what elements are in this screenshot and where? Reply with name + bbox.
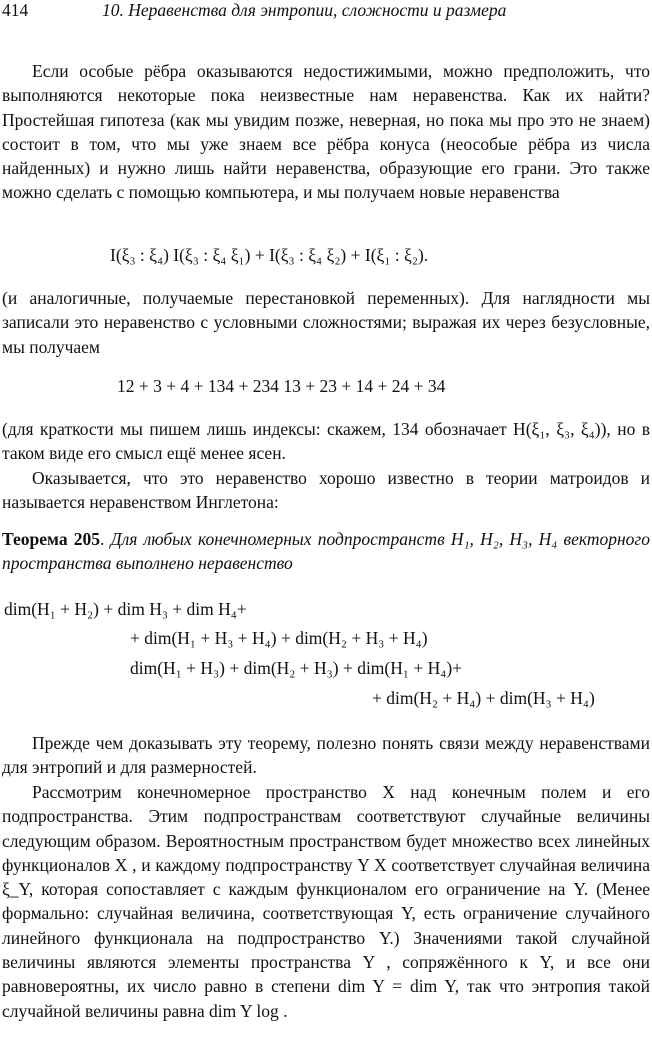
running-title: 10. Неравенства для энтропии, сложности и размера <box>102 0 507 20</box>
paragraph-5 <box>2 731 650 780</box>
ingleton-line-1: dim(H₁ + H₂) + dim H₃ + dim H₄+ <box>4 599 247 619</box>
theorem-body: Для любых конечномерных подпространств H₁, H₂, H₃, H₄ векторного пространства выполнено неравенство <box>2 529 650 574</box>
paragraph-text: Оказывается, что это неравенство хорошо известно в теории матроидов и называется неравенством Инглетона: <box>2 468 650 513</box>
ingleton-line-4: + dim(H₂ + H₄) + dim(H₃ + H₄) <box>372 688 595 708</box>
paragraph-text: (и аналогичные, получаемые перестановкой переменных). Для наглядности мы записали это неравенство с условными сложностями; выражая их через безусловные, мы получаем <box>2 288 650 357</box>
ingleton-line-2: + dim(H₁ + H₃ + H₄) + dim(H₂ + H₃ + H₄) <box>130 628 428 648</box>
paragraph-6 <box>2 780 650 1023</box>
paragraph-text: (для краткости мы пишем лишь индексы: скажем, 134 обозначает H(ξ₁, ξ₃, ξ₄)), но в таком виде его смысл ещё менее ясен. <box>2 419 650 464</box>
paragraph-text: Рассмотрим конечномерное пространство X над конечным полем и его подпространства. Этим подпространствам соответствуют случайные величины следующим образом. Вероятностным пространством будет множество всех линейных функционалов X , и каждому подпространству Y X соответствует случайная величина ξ_Y, которая сопоставляет с каждым функционалом его ограничение на Y. (Менее формально: случайная величина, соответствующая Y, есть ограничение случайного линейного функционала на подпространство Y.) Значениями такой случайной величины являются элементы пространства Y , сопряжённого к Y, и все они равновероятны, их число равно в степени dim Y = dim Y, так что энтропия такой случайной величины равна dim Y log . <box>2 782 650 1021</box>
paragraph-1 <box>2 59 650 205</box>
paragraph-2 <box>2 286 650 359</box>
formula-indices: 12 + 3 + 4 + 134 + 234 13 + 23 + 14 + 24 + 34 <box>117 376 446 396</box>
theorem-title: Теорема 205 <box>2 529 100 549</box>
formula-mutual-information: I(ξ₃ : ξ₄) I(ξ₃ : ξ₄ ξ₁) + I(ξ₃ : ξ₄ ξ₂) + I(ξ₁ : ξ₂). <box>110 245 429 265</box>
paragraph-text: Если особые рёбра оказываются недостижимыми, можно предположить, что выполняются некоторые пока неизвестные нам неравенства. Как их найти? Простейшая гипотеза (как мы увидим позже, неверная, но пока мы про это не знаем) состоит в том, что мы уже знаем все рёбра конуса (неособые рёбра из числа найденных) и нужно лишь найти неравенства, образующие его грани. Это также можно сделать с помощью компьютера, и мы получаем новые неравенства <box>2 61 650 203</box>
paragraph-3 <box>2 417 650 466</box>
theorem-205 <box>2 527 650 576</box>
page-number: 414 <box>2 0 29 20</box>
ingleton-line-3: dim(H₁ + H₃) + dim(H₂ + H₃) + dim(H₁ + H₄)+ <box>130 658 463 678</box>
paragraph-text: Прежде чем доказывать эту теорему, полезно понять связи между неравенствами для энтропий и для размерностей. <box>2 733 650 778</box>
theorem-paragraph: Теорема 205. Для любых конечномерных подпространств H₁, H₂, H₃, H₄ векторного пространства выполнено неравенство <box>2 529 650 574</box>
page-header <box>2 0 650 24</box>
paragraph-4 <box>2 466 650 515</box>
